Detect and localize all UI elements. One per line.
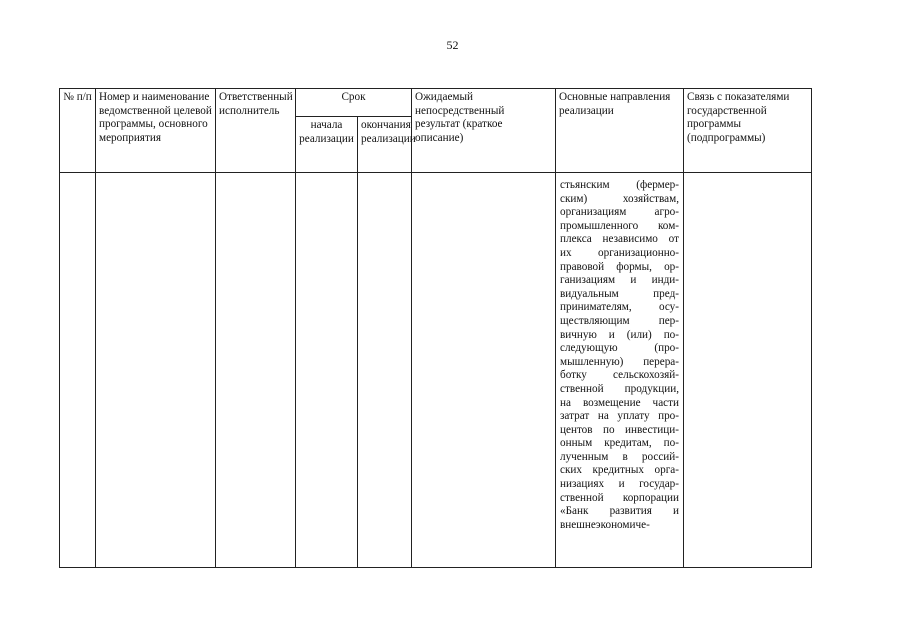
directions-line: лученным в россий- <box>560 450 679 463</box>
directions-line: промышленного ком- <box>560 219 679 232</box>
page-number: 52 <box>446 38 459 52</box>
directions-line: ских кредитных орга- <box>560 464 679 477</box>
header-term-start: начала реализации <box>296 117 358 173</box>
directions-line: ществляющим пер- <box>560 314 679 327</box>
program-table <box>59 88 812 568</box>
directions-line: организациям агро- <box>560 206 679 219</box>
directions-line: мышленную) перера- <box>560 355 679 368</box>
directions-line: ственной корпорации <box>560 491 679 504</box>
directions-line: «Банк развития и <box>560 505 679 518</box>
cell-num <box>60 173 96 568</box>
directions-line: стьянским (фермер- <box>560 179 679 191</box>
header-row-1 <box>60 89 812 117</box>
cell-program <box>96 173 216 568</box>
header-directions: Основные направления реализации <box>556 89 684 173</box>
cell-directions <box>556 173 684 568</box>
directions-line: видуальным пред- <box>560 287 679 300</box>
header-num: № п/п <box>60 89 96 173</box>
cell-responsible <box>216 173 296 568</box>
directions-line: плекса независимо от <box>560 233 679 246</box>
directions-line: низациях и государ- <box>560 478 679 491</box>
cell-term-start <box>296 173 358 568</box>
directions-line: следующую (про- <box>560 342 679 355</box>
directions-line: затрат на уплату про- <box>560 410 679 423</box>
header-term: Срок <box>296 89 412 117</box>
directions-line: ганизациям и инди- <box>560 274 679 287</box>
header-program: Номер и наименование ведомственной целевой программы, основного мероприятия <box>96 89 216 173</box>
directions-line: ботку сельскохозяй- <box>560 369 679 382</box>
directions-line: центов по инвестици- <box>560 423 679 436</box>
directions-line: на возмещение части <box>560 396 679 409</box>
directions-line: их организационно- <box>560 246 679 259</box>
directions-line: принимателям, осу- <box>560 301 679 314</box>
directions-line: вичную и (или) по- <box>560 328 679 341</box>
header-expected: Ожидаемый непосредственный результат (краткое описание) <box>412 89 556 173</box>
header-responsible: Ответственный исполнитель <box>216 89 296 173</box>
directions-line: ственной продукции, <box>560 382 679 395</box>
header-term-end: окончания реализации <box>358 117 412 173</box>
directions-line: правовой формы, ор- <box>560 260 679 273</box>
directions-line: ским) хозяйствам, <box>560 192 679 205</box>
directions-line: онным кредитам, по- <box>560 437 679 450</box>
cell-term-end <box>358 173 412 568</box>
table-row <box>60 173 812 568</box>
directions-line: внешнеэкономиче- <box>560 518 650 531</box>
cell-expected <box>412 173 556 568</box>
header-link: Связь с показателями государственной программы (подпрограммы) <box>684 89 812 173</box>
cell-link <box>684 173 812 568</box>
